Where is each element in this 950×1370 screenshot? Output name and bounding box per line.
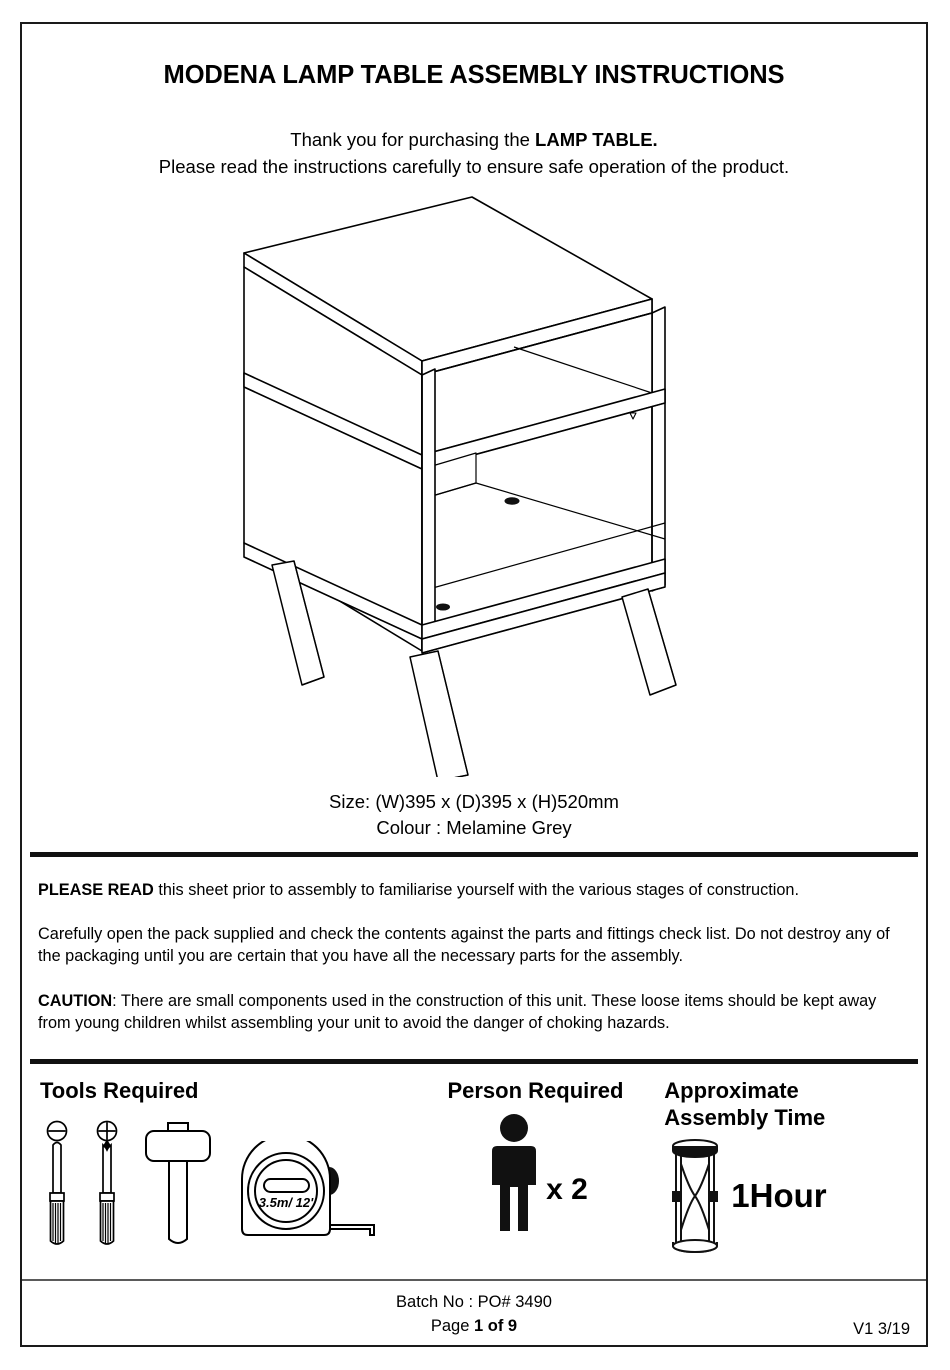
assembly-time-column [664,1078,912,1258]
page-prefix: Page [430,1316,474,1335]
please-read-paragraph [38,879,912,901]
footer-center-block [22,1281,926,1339]
page-count: 1 of 9 [474,1316,518,1335]
person-icon-row [407,1113,665,1235]
tape-measure-icon [228,1141,380,1249]
please-read-rest: this sheet prior to assembly to familiarise yourself with the various stages of construction. [153,881,800,900]
person-required-column [407,1078,665,1258]
requirements-section [22,1078,926,1258]
phillips-screwdriver-icon [90,1119,124,1249]
assembly-time-heading-line1: Approximate [664,1077,799,1103]
hourglass-icon [664,1134,726,1258]
person-count-label: x 2 [546,1172,588,1206]
caution-paragraph [38,990,912,1034]
divider-thick-bottom [30,1059,918,1064]
product-specs [22,789,926,842]
pack-paragraph: Carefully open the pack supplied and check the contents against the parts and fittings check list. Do not destroy any of the packaging until you are certain that you have all the necessary parts for the assembly. [38,925,890,966]
mallet-icon [142,1121,214,1249]
leg-front [410,651,468,777]
assembly-time-heading [664,1078,912,1132]
person-required-heading: Person Required [447,1077,624,1103]
product-name-strong: LAMP TABLE. [535,129,658,150]
lamp-table-isometric-drawing [224,187,724,777]
tools-required-heading: Tools Required [40,1077,199,1103]
leg-right [622,589,676,695]
cam-fitting-hole [505,497,519,503]
thanks-prefix: Thank you for purchasing the [290,129,536,150]
assembly-time-heading-line2: Assembly Time [664,1104,826,1130]
assembly-time-row [664,1134,912,1258]
colour-line: Colour : Melamine Grey [376,816,572,838]
caution-strong: CAUTION [38,991,113,1010]
page-number [22,1315,926,1339]
version-label: V1 3/19 [853,1320,910,1338]
tape-measure-label: 3.5m/ 12' [258,1194,314,1210]
page-footer [22,1279,926,1345]
tools-icons-row [40,1119,407,1249]
divider-thick-top [30,852,918,857]
read-carefully-line: Please read the instructions carefully to ensure safe operation of the product. [158,155,790,177]
notices-section [22,879,926,1034]
cam-fitting-hole [437,604,450,610]
tools-required-column [40,1078,407,1258]
person-icon [483,1113,545,1235]
batch-number: Batch No : PO# 3490 [396,1293,552,1311]
caution-rest: : There are small components used in the construction of this unit. These loose items should be kept away from young children whilst assembling your unit to avoid the danger of choking hazards. [38,991,877,1032]
right-side-panel [652,307,665,591]
assembly-duration-label: 1Hour [731,1176,827,1214]
instruction-sheet-page [20,22,928,1347]
intro-text [22,127,926,181]
flathead-screwdriver-icon [40,1119,74,1249]
thanks-line [22,127,926,154]
please-read-strong: PLEASE READ [38,881,154,900]
size-line: Size: (W)395 x (D)395 x (H)520mm [329,790,619,812]
front-corner-post [422,369,435,651]
product-illustration [22,187,926,787]
page-title: MODENA LAMP TABLE ASSEMBLY INSTRUCTIONS [163,61,785,89]
